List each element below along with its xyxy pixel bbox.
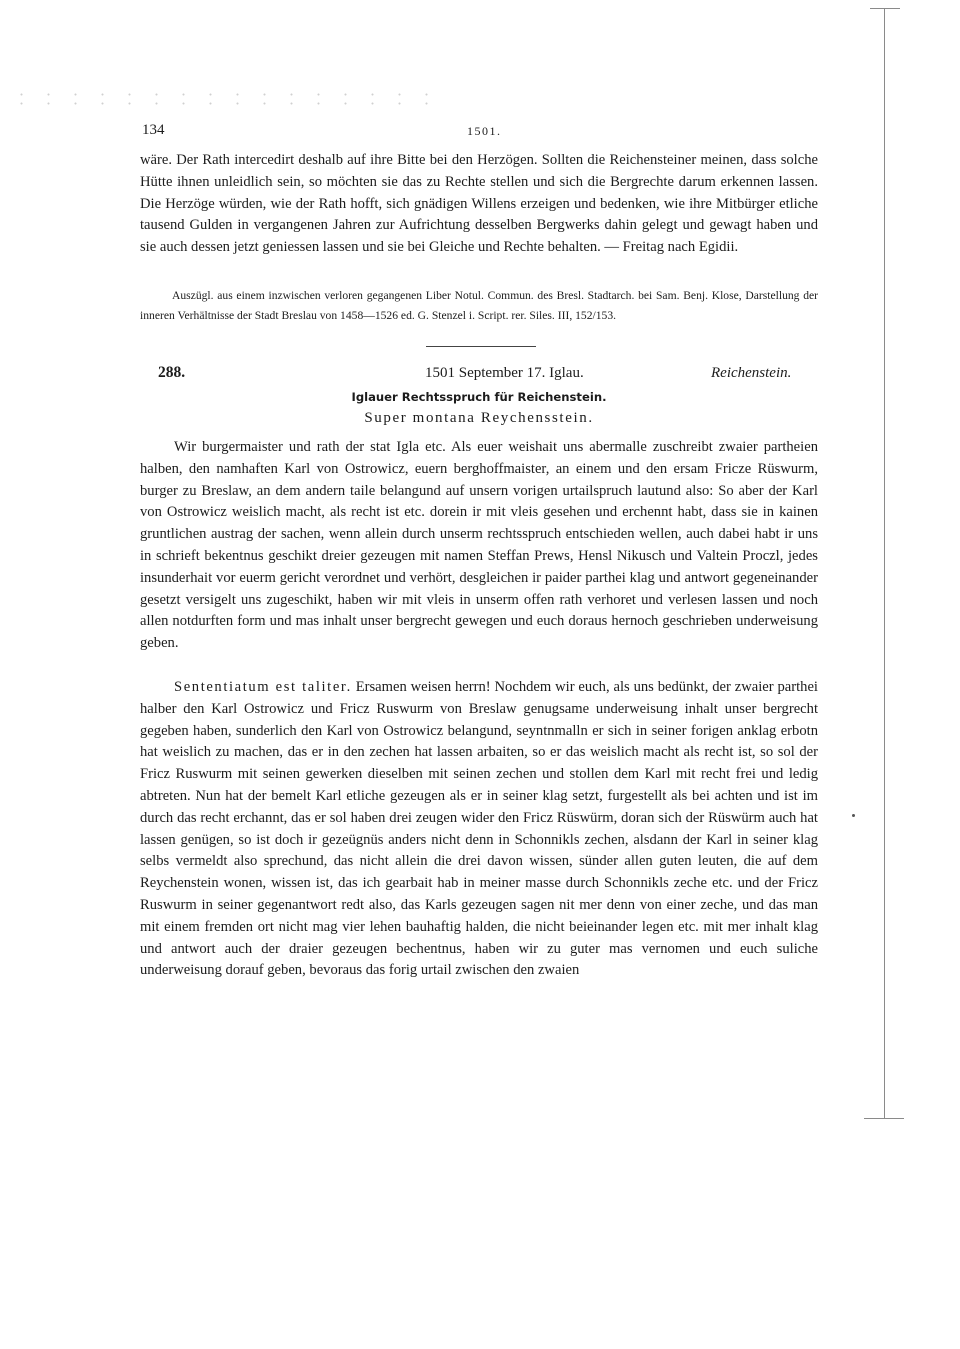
paragraph-2-lead: Sententiatum est taliter. — [174, 679, 352, 695]
document-number: 288. — [158, 364, 186, 381]
page-number: 134 — [142, 122, 165, 138]
document-date: 1501 September 17. Iglau. — [425, 365, 584, 381]
scan-dot — [852, 814, 855, 817]
document-paragraph-2 — [140, 677, 818, 982]
running-head: 1501. — [467, 124, 502, 138]
document-subheading: Super montana Reychensstein. — [364, 410, 594, 426]
document-place: Reichenstein. — [711, 365, 792, 381]
section-rule — [426, 346, 536, 347]
scan-edge-tick-top — [870, 8, 900, 9]
prev-document-text: wäre. Der Rath intercedirt deshalb auf ihre Bitte bei den Herzögen. Sollten die Reichensteiner meinen, dass solche Hütte ihnen unleidlich sein, so möchten sie das zu Rechte stellen und sich die Bergrechte darum erkennen lassen. Die Herzöge würden, wie der Rath hofft, sich gnädigen Willens erzeigen und bedenken, wie ihre Mitbürger etliche tausend Gulden in vergangenen Jahren zur Aufrichtung desselben Bergwerks dahin gelegt und gewagt haben und sie auch dessen jetzt geniessen lassen und sie bei Gleiche und Rechte behalten. — Freitag nach Egidii. — [140, 152, 818, 256]
scan-edge-line — [884, 8, 885, 1118]
document-heading: Iglauer Rechtsspruch für Reichenstein. — [351, 390, 607, 404]
paragraph-2-body: Ersamen weisen herrn! Nochdem wir euch, als uns bedünkt, der zwaier parthei halber den Karl Ostrowicz und Fricz Ruswurm von Breslaw genugsame underweisung inhalt unser bergrecht gegeben haben, sunderlich den Karl von Ostrowicz belangund, seyntnmalln er sich in seiner forigen anklag erbotn hat weislich zu machen, das er in den zechen hat lassen arbaiten, so er das weislich macht als recht ist, so sol der Fricz Ruswurm mit seinen gewerken dieselben mit seinen zechen und stollen dem Karl mit recht frei und ledig abtreten. Nun hat der bemelt Karl etliche gezeugen als er in seiner klag setzt, furgestellt als bei achten und ist im durch das recht erchannt, das er sol haben drei zeugen wider den Fricz Rüswürm, doran sich der Rüswürm auch hat lassen genügen, so ist doch ir gezeügnüs anders nicht denn in Schonnikls zechen, alsdann der Karl in seiner klag selbs vermeldt also sprechund, das nicht allein die drei davon wissen, sünder allen guten leuten, die auf dem Reychenstein wonen, wissen ist, das ich gearbait hab in meiner masse durch Schonnikls zeche etc. und der Fricz Ruswurm in seiner gegenantwort redt also, das Karls gezeugen sagen nit mer denn von einer zeche, und das man mit einem fremden ort nicht mag vier lehen bauhaftig halden, die nicht beieinander legen etc. mit mer inhalt klag und antwort auch der draier gezeugen bechentnus, haben wir zu guter mas vernomen und euch suliche underweisung dorauf geben, bevoraus das forig urtail zwischen den zwaien — [140, 679, 818, 979]
scan-specks — [8, 90, 448, 106]
source-note: Auszügl. aus einem inzwischen verloren gegangenen Liber Notul. Commun. des Bresl. Stadtarch. bei Sam. Benj. Klose, Darstellung der inneren Verhältnisse der Stadt Breslau von 1458—1526 ed. G. Stenzel i. Script. rer. Siles. III, 152/153. — [140, 289, 818, 322]
document-paragraph-1: Wir burgermaister und rath der stat Igla etc. Als euer weishait uns abermalle zuschreibt zwaier partheien halben, den namhaften Karl von Ostrowicz, euern berghoffmaister, an einem und den ersam Fricze Rüswurm, burger zu Breslaw, an dem andern taile belangund auf unsern vorigen urtailspruch lautund also: So aber der Karl von Ostrowicz weislich macht, als recht ist etc. dorein ir mit vleis gesehen und erchennt habt, dass sie in kainen gruntlichen austrag der sachen, wenn allein durch unserm rechtsspruch entschieden wellen, auch dabei habt ir uns in schrieft bekentnus geschikt dreier gezeugen mit namen Steffan Prews, Hensl Nikusch und Valtein Proczl, jedes insunderhait vor euerm gericht verordnet und verhört, desgleichen ir paider parthei klag und antwort gegeneinander gesetzt versigelt uns zugeschikt, haben wir mit vleis in unserm offen rath verhoret und verlesen lassen und noch allen notdurften form und mas inhalt unser bergrecht gewegen und euch doraus hernoch geschrieben underweisung geben. — [140, 439, 818, 652]
scan-edge-tick-bottom — [864, 1118, 904, 1119]
